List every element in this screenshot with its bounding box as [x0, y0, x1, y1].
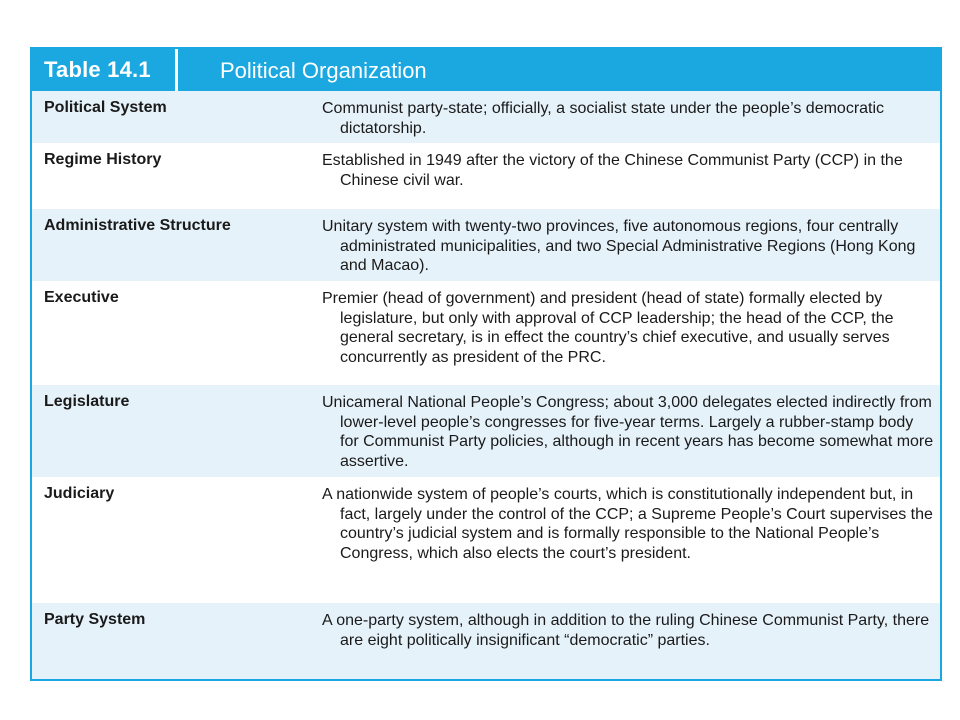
- row-label: Administrative Structure: [44, 217, 231, 234]
- table-header: [32, 49, 940, 91]
- row-description: Established in 1949 after the victory of the Chinese Communist Party (CCP) in the Chinese civil war.: [322, 152, 903, 189]
- table-row-party-system: [32, 603, 940, 679]
- row-description: A nationwide system of people’s courts, which is constitutionally independent but, in fact, largely under the control of the CCP; a Supreme People’s Court supervises the country’s judicial system and is formally responsible to the National People’s Congress, which also elects the court’s president.: [322, 486, 933, 562]
- row-label: Executive: [44, 289, 119, 306]
- table-row-executive: [32, 281, 940, 385]
- row-label: Political System: [44, 99, 167, 116]
- row-description: Unitary system with twenty-two provinces, five autonomous regions, four centrally administrated municipalities, and two Special Administrative Regions (Hong Kong and Macao).: [322, 218, 916, 274]
- row-description: Premier (head of government) and president (head of state) formally elected by legislature, but only with approval of CCP leadership; the head of the CCP, the general secretary, is in effect the country’s chief executive, and usually serves concurrently as president of the PRC.: [322, 290, 894, 366]
- row-description: Communist party-state; officially, a socialist state under the people’s democratic dictatorship.: [322, 100, 885, 137]
- table-row-legislature: [32, 385, 940, 477]
- row-description: Unicameral National People’s Congress; about 3,000 delegates elected indirectly from lower-level people’s congresses for five-year terms. Largely a rubber-stamp body for Communist Party policies, although in recent years has become somewhat more assertive.: [322, 394, 934, 470]
- table-row-regime-history: [32, 143, 940, 209]
- row-label: Judiciary: [44, 485, 115, 502]
- table-row-administrative-structure: [32, 209, 940, 281]
- table-title: Political Organization: [220, 58, 427, 83]
- row-label: Regime History: [44, 151, 162, 168]
- political-organization-table: [30, 47, 942, 681]
- row-label: Party System: [44, 611, 146, 628]
- table-number: Table 14.1: [44, 57, 151, 82]
- table-row-political-system: [32, 91, 940, 143]
- row-label: Legislature: [44, 393, 130, 410]
- table-row-judiciary: [32, 477, 940, 603]
- row-description: A one-party system, although in addition to the ruling Chinese Communist Party, there are eight politically insignificant “democratic” parties.: [322, 612, 930, 649]
- header-divider: [175, 49, 178, 91]
